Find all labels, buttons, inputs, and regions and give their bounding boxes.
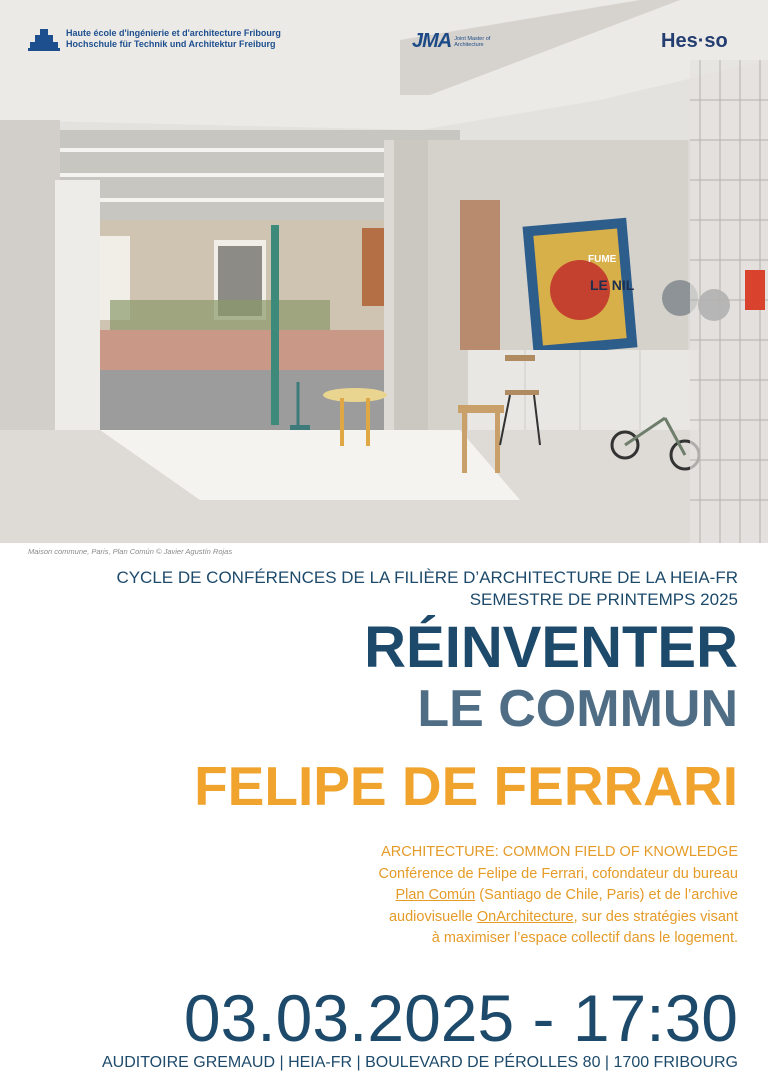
abstract-line-5: à maximiser l’espace collectif dans le logement. [431, 930, 738, 946]
abstract-line-1: Conférence de Felipe de Ferrari, cofondateur du bureau [378, 865, 738, 882]
event-datetime: 03.03.2025 - 17:30 [183, 981, 738, 1055]
plan-comun-link[interactable]: Plan Común [395, 887, 476, 903]
abstract-text-2: (Santiago de Chile, Paris) et de l’archive [475, 887, 738, 903]
jma-logo [412, 30, 506, 53]
onarchitecture-link[interactable]: OnArchitecture [476, 908, 574, 925]
lecture-abstract [298, 842, 738, 950]
heia-fr-logo [28, 26, 281, 52]
abstract-text-3: audiovisuelle [388, 908, 477, 925]
abstract-text-4: , sur des stratégies visant [573, 908, 738, 925]
abstract-line-3 [298, 907, 738, 929]
heia-name-fr: Haute école d'ingénierie et d'architecture Fribourg [66, 28, 281, 38]
jma-wordmark: JMA [412, 30, 452, 52]
hes-so-logo: Hes·so [661, 30, 728, 52]
poster-text-2: LE NIL [590, 277, 635, 293]
event-venue: AUDITOIRE GREMAUD | HEIA-FR | BOULEVARD DE PÉROLLES 80 | 1700 FRIBOURG [101, 1054, 738, 1071]
abstract-heading: ARCHITECTURE: COMMON FIELD OF KNOWLEDGE [381, 844, 738, 860]
poster-text-1: FUME [588, 254, 617, 265]
lecture-cycle-heading [116, 567, 738, 611]
jma-subtitle: Joint Master of Architecture [454, 35, 491, 48]
title-line-1: RÉINVENTER [364, 615, 738, 680]
speaker-name: FELIPE DE FERRARI [194, 755, 738, 817]
abstract-line-2 [298, 885, 738, 907]
cycle-line-1: CYCLE DE CONFÉRENCES DE LA FILIÈRE D’ARCHITECTURE DE LA HEIA-FR [116, 568, 738, 587]
heia-building-icon [28, 26, 60, 52]
photo-caption: Maison commune, Paris, Plan Común © Javier Agustín Rojas [28, 547, 233, 556]
heia-name-de: Hochschule für Technik und Architektur Freiburg [66, 39, 276, 49]
cycle-line-2: SEMESTRE DE PRINTEMPS 2025 [469, 590, 738, 609]
title-line-2: LE COMMUN [417, 680, 738, 738]
